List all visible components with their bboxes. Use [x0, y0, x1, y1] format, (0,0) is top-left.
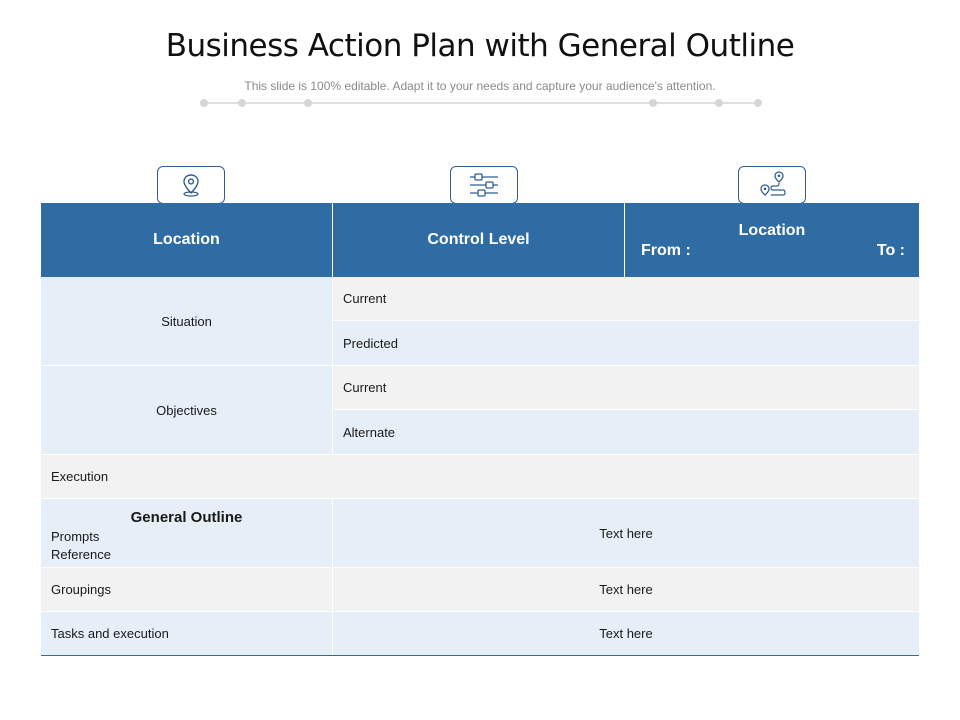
table-bottom-border [41, 655, 919, 656]
objectives-label: Objectives [41, 366, 333, 454]
situation-group [41, 277, 919, 366]
reference-label: Reference [51, 547, 111, 562]
situation-predicted: Predicted [333, 321, 919, 365]
slide-subtitle: This slide is 100% editable. Adapt it to your needs and capture your audience's attention. [244, 79, 716, 93]
groupings-row [41, 568, 919, 612]
timeline-line [202, 102, 760, 104]
general-outline-row [41, 499, 919, 568]
groupings-value: Text here [599, 582, 653, 597]
action-plan-table [41, 203, 919, 656]
timeline-dot [649, 99, 657, 107]
header-control-level: Control Level [333, 203, 625, 277]
timeline-dot [238, 99, 246, 107]
header-location-range [625, 203, 919, 277]
location-pin-icon [157, 166, 225, 204]
header-location: Location [41, 203, 333, 277]
timeline-dot [304, 99, 312, 107]
decorative-timeline [200, 99, 762, 107]
tasks-row [41, 612, 919, 656]
header-to-label: To : [876, 242, 905, 259]
timeline-dot [200, 99, 208, 107]
execution-label: Execution [51, 469, 109, 484]
objectives-current: Current [333, 366, 919, 410]
tasks-value: Text here [599, 626, 653, 641]
execution-row [41, 455, 919, 499]
general-outline-value: Text here [599, 525, 653, 541]
general-outline-cell [41, 499, 333, 567]
sliders-icon [450, 166, 518, 204]
situation-current: Current [333, 277, 919, 321]
objectives-alternate: Alternate [333, 410, 919, 454]
timeline-dot [754, 99, 762, 107]
timeline-dot [715, 99, 723, 107]
header-from-label: From : [641, 242, 691, 259]
groupings-label: Groupings [41, 568, 333, 611]
objectives-group [41, 366, 919, 455]
route-icon [738, 166, 806, 204]
table-header [41, 203, 919, 277]
general-outline-title: General Outline [130, 509, 243, 526]
situation-label: Situation [41, 277, 333, 365]
header-location-title: Location [738, 222, 806, 239]
tasks-label: Tasks and execution [41, 612, 333, 655]
prompts-label: Prompts [51, 529, 100, 544]
slide-title: Business Action Plan with General Outline [165, 28, 795, 64]
